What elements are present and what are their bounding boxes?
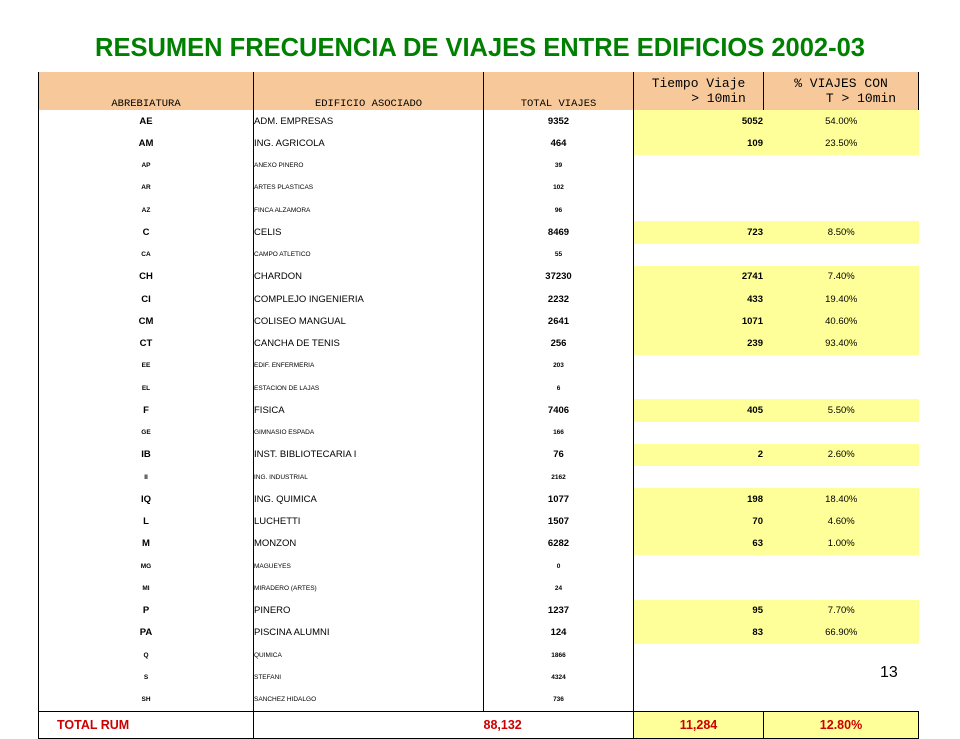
table-row [39, 689, 919, 712]
pct-cell [764, 577, 919, 599]
table-row [39, 244, 919, 266]
trips-summary-table [38, 72, 919, 739]
header-pct-line2: T > 10min [825, 91, 897, 106]
over-10-cell [634, 577, 764, 599]
table-header-row [39, 72, 919, 110]
over-10-cell [634, 377, 764, 399]
building-cell: ING. AGRICOLA [254, 132, 484, 154]
building-cell: ING. QUIMICA [254, 488, 484, 510]
pct-cell [764, 644, 919, 666]
pct-cell: 8.50% [764, 221, 919, 243]
building-cell: ING. INDUSTRIAL [254, 466, 484, 488]
total-trips-cell: 8469 [484, 221, 634, 243]
abbreviation-cell: AM [39, 132, 254, 154]
table-row [39, 110, 919, 132]
building-cell: ARTES PLASTICAS [254, 177, 484, 199]
total-trips-cell: 39 [484, 155, 634, 177]
header-pct-over-10 [764, 72, 919, 110]
pct-cell [764, 689, 919, 712]
over-10-cell: 5052 [634, 110, 764, 132]
over-10-cell [634, 355, 764, 377]
table-row [39, 310, 919, 332]
building-cell: PINERO [254, 600, 484, 622]
over-10-cell: 109 [634, 132, 764, 154]
pct-cell: 40.60% [764, 310, 919, 332]
table-row [39, 355, 919, 377]
building-cell: STEFANI [254, 666, 484, 688]
total-trips-cell: 1077 [484, 488, 634, 510]
header-trip-time-line2: > 10min [691, 91, 746, 106]
over-10-cell [634, 466, 764, 488]
header-building: EDIFICIO ASOCIADO [254, 72, 484, 110]
total-label: TOTAL RUM [39, 711, 254, 738]
total-trips-cell: 0 [484, 555, 634, 577]
total-trips-cell: 9352 [484, 110, 634, 132]
over-10-cell [634, 555, 764, 577]
table-row [39, 288, 919, 310]
over-10-cell [634, 177, 764, 199]
total-trips-cell: 2162 [484, 466, 634, 488]
over-10-cell: 70 [634, 511, 764, 533]
abbreviation-cell: II [39, 466, 254, 488]
abbreviation-cell: AZ [39, 199, 254, 221]
table-row [39, 488, 919, 510]
page-title: RESUMEN FRECUENCIA DE VIAJES ENTRE EDIFICIOS 2002-03 [95, 34, 865, 62]
pct-cell: 4.60% [764, 511, 919, 533]
over-10-cell [634, 155, 764, 177]
pct-cell: 7.70% [764, 600, 919, 622]
total-trips-cell: 37230 [484, 266, 634, 288]
table-row [39, 422, 919, 444]
abbreviation-cell: PA [39, 622, 254, 644]
over-10-cell: 2 [634, 444, 764, 466]
over-10-cell: 1071 [634, 310, 764, 332]
total-trips-cell: 2232 [484, 288, 634, 310]
table-row [39, 466, 919, 488]
over-10-cell: 83 [634, 622, 764, 644]
building-cell: CHARDON [254, 266, 484, 288]
pct-cell [764, 555, 919, 577]
total-trips-cell: 203 [484, 355, 634, 377]
abbreviation-cell: P [39, 600, 254, 622]
over-10-cell: 63 [634, 533, 764, 555]
table-row [39, 132, 919, 154]
table-row [39, 555, 919, 577]
over-10-cell [634, 666, 764, 688]
page-number: 13 [880, 664, 898, 681]
pct-cell: 19.40% [764, 288, 919, 310]
header-total-trips: TOTAL VIAJES [484, 72, 634, 110]
table-row [39, 666, 919, 688]
abbreviation-cell: CH [39, 266, 254, 288]
building-cell: ESTACION DE LAJAS [254, 377, 484, 399]
pct-cell: 93.40% [764, 333, 919, 355]
total-trips-cell: 24 [484, 577, 634, 599]
building-cell: COMPLEJO INGENIERIA [254, 288, 484, 310]
abbreviation-cell: CI [39, 288, 254, 310]
pct-cell: 18.40% [764, 488, 919, 510]
over-10-cell: 95 [634, 600, 764, 622]
building-cell: CAMPO ATLETICO [254, 244, 484, 266]
abbreviation-cell: SH [39, 689, 254, 712]
over-10-cell: 239 [634, 333, 764, 355]
building-cell: MIRADERO (ARTES) [254, 577, 484, 599]
over-10-cell [634, 199, 764, 221]
abbreviation-cell: CT [39, 333, 254, 355]
abbreviation-cell: M [39, 533, 254, 555]
table-row [39, 377, 919, 399]
building-cell: PISCINA ALUMNI [254, 622, 484, 644]
total-trips-cell: 1237 [484, 600, 634, 622]
table-row [39, 221, 919, 243]
abbreviation-cell: EE [39, 355, 254, 377]
abbreviation-cell: IQ [39, 488, 254, 510]
table-row [39, 177, 919, 199]
building-cell: EDIF. ENFERMERIA [254, 355, 484, 377]
over-10-cell [634, 644, 764, 666]
total-trips-cell: 6282 [484, 533, 634, 555]
over-10-cell: 198 [634, 488, 764, 510]
pct-cell [764, 377, 919, 399]
total-trips-cell: 124 [484, 622, 634, 644]
table-row [39, 600, 919, 622]
building-cell: INST. BIBLIOTECARIA I [254, 444, 484, 466]
building-cell: COLISEO MANGUAL [254, 310, 484, 332]
abbreviation-cell: S [39, 666, 254, 688]
abbreviation-cell: IB [39, 444, 254, 466]
total-trips-cell: 102 [484, 177, 634, 199]
total-trips-cell: 1507 [484, 511, 634, 533]
table-row [39, 533, 919, 555]
total-trips-cell: 7406 [484, 399, 634, 421]
total-row [39, 711, 919, 738]
abbreviation-cell: C [39, 221, 254, 243]
building-cell: MONZON [254, 533, 484, 555]
pct-cell: 23.50% [764, 132, 919, 154]
total-trips-cell: 736 [484, 689, 634, 712]
table-row [39, 577, 919, 599]
table-row [39, 155, 919, 177]
total-trips-cell: 76 [484, 444, 634, 466]
abbreviation-cell: MI [39, 577, 254, 599]
abbreviation-cell: AR [39, 177, 254, 199]
table-row [39, 444, 919, 466]
over-10-cell [634, 689, 764, 712]
total-trips-cell: 55 [484, 244, 634, 266]
pct-cell [764, 466, 919, 488]
table-row [39, 399, 919, 421]
building-cell: GIMNASIO ESPADA [254, 422, 484, 444]
abbreviation-cell: GE [39, 422, 254, 444]
header-pct-line1: % VIAJES CON [794, 76, 888, 91]
table-row [39, 511, 919, 533]
building-cell: LUCHETTI [254, 511, 484, 533]
building-cell: QUIMICA [254, 644, 484, 666]
building-cell: SANCHEZ HIDALGO [254, 689, 484, 712]
pct-cell: 7.40% [764, 266, 919, 288]
building-cell: FINCA ALZAMORA [254, 199, 484, 221]
header-abbreviation: ABREBIATURA [39, 72, 254, 110]
total-trips-value: 88,132 [484, 711, 634, 738]
building-cell: CANCHA DE TENIS [254, 333, 484, 355]
building-cell: ADM. EMPRESAS [254, 110, 484, 132]
abbreviation-cell: Q [39, 644, 254, 666]
over-10-cell [634, 422, 764, 444]
abbreviation-cell: CA [39, 244, 254, 266]
building-cell: FISICA [254, 399, 484, 421]
building-cell: ANEXO PINERO [254, 155, 484, 177]
header-trip-time-line1: Tiempo Viaje [651, 76, 746, 91]
pct-cell: 66.90% [764, 622, 919, 644]
pct-cell [764, 177, 919, 199]
over-10-cell: 433 [634, 288, 764, 310]
table-row [39, 266, 919, 288]
pct-cell: 54.00% [764, 110, 919, 132]
abbreviation-cell: L [39, 511, 254, 533]
total-trips-cell: 6 [484, 377, 634, 399]
total-trips-cell: 96 [484, 199, 634, 221]
total-trips-cell: 2641 [484, 310, 634, 332]
building-cell: MAGUEYES [254, 555, 484, 577]
building-cell: CELIS [254, 221, 484, 243]
pct-cell: 5.50% [764, 399, 919, 421]
abbreviation-cell: AP [39, 155, 254, 177]
abbreviation-cell: MG [39, 555, 254, 577]
pct-cell [764, 355, 919, 377]
abbreviation-cell: EL [39, 377, 254, 399]
table-row [39, 644, 919, 666]
total-trips-cell: 464 [484, 132, 634, 154]
header-trip-time-over-10 [634, 72, 764, 110]
table-body [39, 110, 919, 711]
over-10-cell: 405 [634, 399, 764, 421]
pct-cell [764, 199, 919, 221]
total-trips-cell: 166 [484, 422, 634, 444]
pct-cell: 1.00% [764, 533, 919, 555]
total-spacer [254, 711, 484, 738]
total-over-10-value: 11,284 [634, 711, 764, 738]
abbreviation-cell: F [39, 399, 254, 421]
abbreviation-cell: AE [39, 110, 254, 132]
over-10-cell: 723 [634, 221, 764, 243]
total-pct-value: 12.80% [764, 711, 919, 738]
total-trips-cell: 1866 [484, 644, 634, 666]
abbreviation-cell: CM [39, 310, 254, 332]
pct-cell [764, 422, 919, 444]
over-10-cell [634, 244, 764, 266]
over-10-cell: 2741 [634, 266, 764, 288]
pct-cell [764, 244, 919, 266]
pct-cell: 2.60% [764, 444, 919, 466]
table-row [39, 622, 919, 644]
total-trips-cell: 256 [484, 333, 634, 355]
table-row [39, 333, 919, 355]
table-row [39, 199, 919, 221]
pct-cell [764, 155, 919, 177]
total-trips-cell: 4324 [484, 666, 634, 688]
